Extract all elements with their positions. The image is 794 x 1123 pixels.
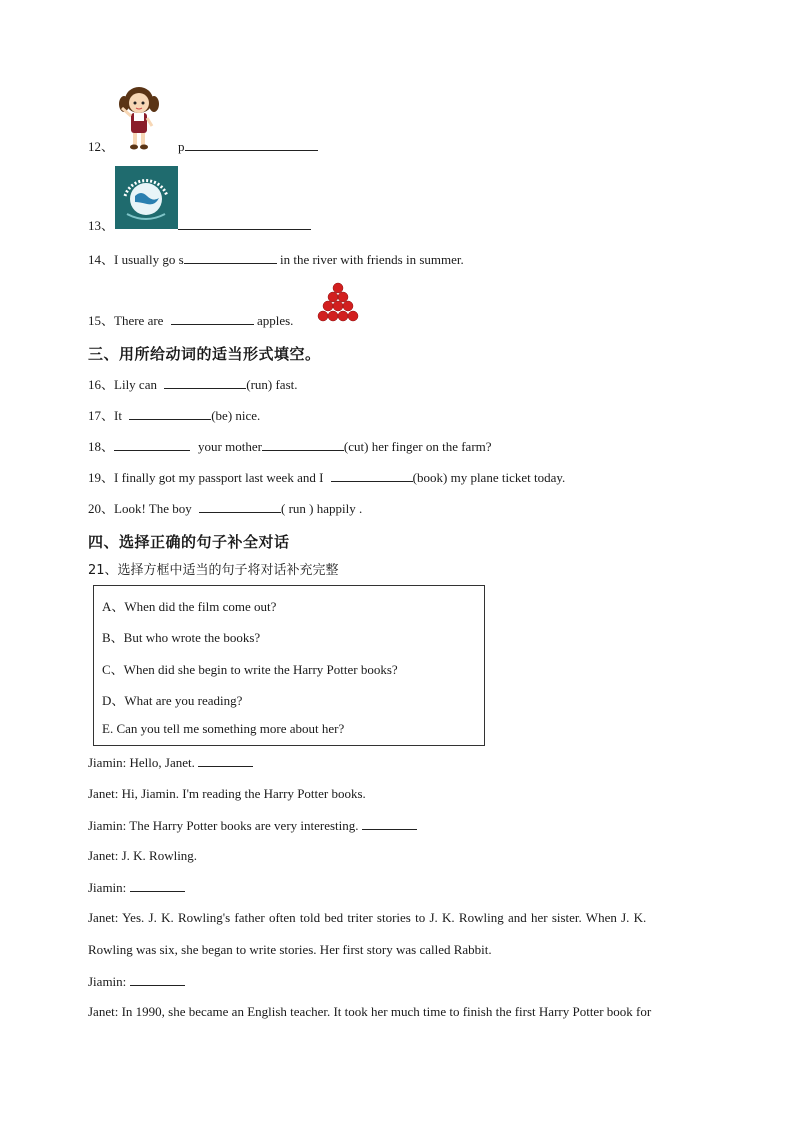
apples-picture (314, 282, 362, 326)
answer-blank[interactable] (184, 251, 277, 264)
dialogue-line: Jiamin: Hello, Janet. (88, 754, 253, 771)
option-b: B、But who wrote the books? (102, 630, 261, 645)
answer-blank[interactable] (164, 376, 246, 389)
answer-blank[interactable] (171, 312, 254, 325)
answer-blank[interactable] (129, 407, 211, 420)
dialogue-line: Janet: Yes. J. K. Rowling's father often told bed triter stories to J. K. Rowling and her sister. When J. K. (88, 910, 647, 925)
option-d: D、What are you reading? (102, 693, 243, 708)
section-4-title: 四、选择正确的句子补全对话 (88, 533, 290, 551)
question-17: 17、It (be) nice. (88, 408, 261, 423)
question-20: 20、Look! The boy ( run ) happily . (88, 501, 363, 516)
answer-blank[interactable] (198, 754, 253, 767)
question-16: 16、Lily can (run) fast. (88, 377, 298, 392)
answer-blank[interactable] (185, 138, 318, 151)
dialogue-line: Jiamin: The Harry Potter books are very interesting. (88, 817, 417, 834)
question-14: 14、I usually go s in the river with friends in summer. (88, 252, 464, 267)
question-12: 12、 p (88, 138, 318, 155)
dialogue-line: Janet: In 1990, she became an English teacher. It took her much time to finish the first Harry Potter book for (88, 1004, 652, 1019)
answer-blank[interactable] (262, 438, 344, 451)
question-15: 15、There are apples. (88, 313, 294, 328)
answer-blank[interactable] (130, 973, 185, 986)
question-18: 18、 your mother (cut) her finger on the farm? (88, 439, 492, 454)
dialogue-line: Jiamin: (88, 973, 185, 990)
answer-blank[interactable] (114, 438, 190, 451)
option-a: A、When did the film come out? (102, 599, 277, 614)
option-c: C、When did she begin to write the Harry Potter books? (102, 662, 398, 677)
options-box (93, 585, 485, 746)
answer-blank[interactable] (178, 217, 311, 230)
dialogue-line: Jiamin: (88, 879, 185, 896)
answer-blank[interactable] (362, 817, 417, 830)
option-e: E. Can you tell me something more about her? (102, 721, 345, 736)
dialogue-line: Janet: J. K. Rowling. (88, 848, 198, 863)
dialogue-line: Rowling was six, she began to write stories. Her first story was called Rabbit. (88, 942, 492, 957)
answer-blank[interactable] (199, 500, 281, 513)
dialogue-line: Janet: Hi, Jiamin. I'm reading the Harry Potter books. (88, 786, 366, 801)
answer-blank[interactable] (331, 469, 413, 482)
question-19: 19、I finally got my passport last week and I (book) my plane ticket today. (88, 470, 566, 485)
question-13: 13、 (88, 217, 311, 234)
question-21: 21、选择方框中适当的句子将对话补充完整 (88, 563, 339, 578)
section-3-title: 三、用所给动词的适当形式填空。 (88, 345, 321, 363)
answer-blank[interactable] (130, 879, 185, 892)
